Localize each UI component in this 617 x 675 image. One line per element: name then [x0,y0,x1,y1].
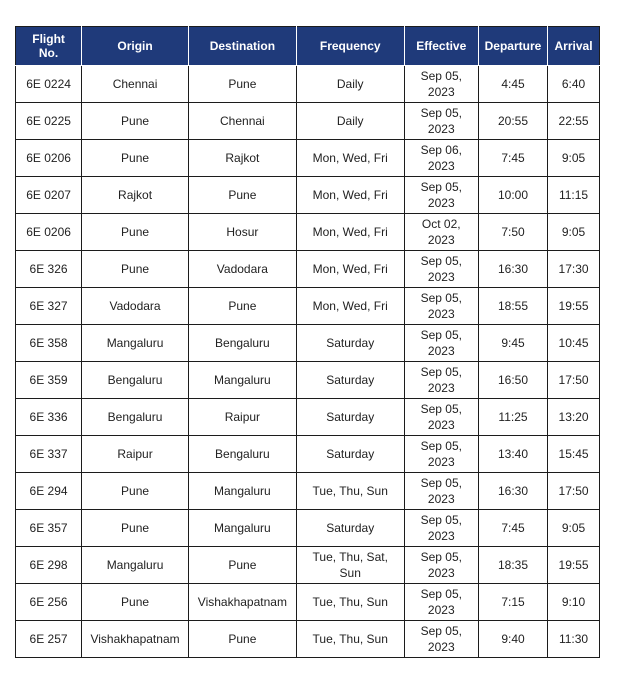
cell-line: 2023 [427,566,455,580]
header-arrival [548,27,600,66]
arrival-time-cell: 9:05 [548,140,600,177]
table-row [16,547,600,584]
departure-time-cell: 16:30 [478,473,547,510]
cell-line: Tue, Thu, Sun [312,632,388,646]
departure-time-cell: 13:40 [478,436,547,473]
effective-date-cell [404,251,478,288]
table-row [16,66,600,103]
cell-line: Sep 05, [420,439,462,453]
flight-number-cell: 6E 0225 [16,103,82,140]
arrival-time-cell: 22:55 [548,103,600,140]
frequency-cell [296,66,404,103]
cell-line: Mon, Wed, Fri [312,188,388,202]
frequency-cell [296,103,404,140]
cell-line: Mon, Wed, Fri [312,299,388,313]
flight-number-cell: 6E 298 [16,547,82,584]
arrival-time-cell: 6:40 [548,66,600,103]
departure-time-cell: 7:15 [478,584,547,621]
table-row [16,399,600,436]
table-row [16,621,600,658]
departure-time-cell: 4:45 [478,66,547,103]
flight-number-cell: 6E 0206 [16,140,82,177]
arrival-time-cell: 11:30 [548,621,600,658]
cell-line: Sep 05, [420,291,462,305]
table-body [16,66,600,658]
frequency-cell [296,140,404,177]
departure-time-cell: 16:50 [478,362,547,399]
flight-schedule-table [15,26,600,658]
effective-date-cell [404,325,478,362]
header-label: Effective [416,39,467,53]
destination-cell: Raipur [188,399,296,436]
origin-cell: Pune [82,140,189,177]
table-row [16,362,600,399]
frequency-cell [296,473,404,510]
cell-line: Sep 05, [420,624,462,638]
flight-number-cell: 6E 294 [16,473,82,510]
origin-cell: Pune [82,103,189,140]
header-label: Departure [484,39,542,53]
cell-line: Sep 05, [420,254,462,268]
arrival-time-cell: 17:50 [548,473,600,510]
header-label: Destination [209,39,276,53]
flight-number-cell: 6E 0206 [16,214,82,251]
cell-line: Tue, Thu, Sat, [312,550,388,564]
flight-number-cell: 6E 326 [16,251,82,288]
cell-line: Sep 05, [420,106,462,120]
header-departure [478,27,547,66]
frequency-cell [296,288,404,325]
cell-line: 2023 [427,529,455,543]
origin-cell: Mangaluru [82,325,189,362]
cell-line: Sep 05, [420,587,462,601]
table-row [16,103,600,140]
arrival-time-cell: 11:15 [548,177,600,214]
table-row [16,325,600,362]
cell-line: Sep 05, [420,69,462,83]
cell-line: Sep 06, [420,143,462,157]
origin-cell: Rajkot [82,177,189,214]
origin-cell: Vishakhapatnam [82,621,189,658]
cell-line: Mon, Wed, Fri [312,225,388,239]
header-label: No. [38,46,59,60]
cell-line: Saturday [326,336,375,350]
cell-line: 2023 [427,233,455,247]
frequency-cell [296,547,404,584]
destination-cell: Vadodara [188,251,296,288]
arrival-time-cell: 17:30 [548,251,600,288]
cell-line: Mon, Wed, Fri [312,151,388,165]
table-row [16,510,600,547]
frequency-cell [296,584,404,621]
departure-time-cell: 7:45 [478,510,547,547]
effective-date-cell [404,177,478,214]
origin-cell: Pune [82,251,189,288]
flight-number-cell: 6E 359 [16,362,82,399]
table-row [16,177,600,214]
cell-line: Sep 05, [420,180,462,194]
frequency-cell [296,325,404,362]
cell-line: Tue, Thu, Sun [312,484,388,498]
effective-date-cell [404,103,478,140]
destination-cell: Bengaluru [188,436,296,473]
cell-line: Sep 05, [420,476,462,490]
departure-time-cell: 7:50 [478,214,547,251]
flight-number-cell: 6E 327 [16,288,82,325]
cell-line: Tue, Thu, Sun [312,595,388,609]
cell-line: 2023 [427,381,455,395]
destination-cell: Pune [188,177,296,214]
effective-date-cell [404,621,478,658]
cell-line: 2023 [427,492,455,506]
cell-line: Sep 05, [420,365,462,379]
cell-line: Saturday [326,373,375,387]
cell-line: 2023 [427,122,455,136]
effective-date-cell [404,473,478,510]
cell-line: 2023 [427,307,455,321]
header-label: Arrival [554,39,593,53]
flight-number-cell: 6E 337 [16,436,82,473]
cell-line: 2023 [427,418,455,432]
flight-number-cell: 6E 0207 [16,177,82,214]
table-row [16,473,600,510]
frequency-cell [296,251,404,288]
cell-line: 2023 [427,344,455,358]
cell-line: Saturday [326,521,375,535]
table-row [16,214,600,251]
departure-time-cell: 9:40 [478,621,547,658]
destination-cell: Chennai [188,103,296,140]
table-row [16,584,600,621]
departure-time-cell: 9:45 [478,325,547,362]
arrival-time-cell: 19:55 [548,547,600,584]
cell-line: Saturday [326,447,375,461]
flight-number-cell: 6E 257 [16,621,82,658]
effective-date-cell [404,66,478,103]
flight-number-cell: 6E 0224 [16,66,82,103]
flight-number-cell: 6E 256 [16,584,82,621]
origin-cell: Mangaluru [82,547,189,584]
departure-time-cell: 7:45 [478,140,547,177]
effective-date-cell [404,436,478,473]
origin-cell: Pune [82,214,189,251]
header-flight-no [16,27,82,66]
destination-cell: Vishakhapatnam [188,584,296,621]
frequency-cell [296,436,404,473]
flight-number-cell: 6E 336 [16,399,82,436]
table-header [16,27,600,66]
header-label: Frequency [319,39,381,53]
table-row [16,436,600,473]
destination-cell: Pune [188,66,296,103]
effective-date-cell [404,362,478,399]
origin-cell: Pune [82,510,189,547]
departure-time-cell: 16:30 [478,251,547,288]
arrival-time-cell: 19:55 [548,288,600,325]
arrival-time-cell: 9:05 [548,510,600,547]
cell-line: 2023 [427,159,455,173]
cell-line: 2023 [427,196,455,210]
effective-date-cell [404,288,478,325]
frequency-cell [296,362,404,399]
origin-cell: Chennai [82,66,189,103]
cell-line: 2023 [427,270,455,284]
effective-date-cell [404,547,478,584]
cell-line: Oct 02, [421,217,461,231]
arrival-time-cell: 17:50 [548,362,600,399]
arrival-time-cell: 10:45 [548,325,600,362]
destination-cell: Mangaluru [188,510,296,547]
flight-number-cell: 6E 357 [16,510,82,547]
cell-line: 2023 [427,85,455,99]
destination-cell: Mangaluru [188,362,296,399]
effective-date-cell [404,510,478,547]
cell-line: Mon, Wed, Fri [312,262,388,276]
origin-cell: Pune [82,473,189,510]
destination-cell: Bengaluru [188,325,296,362]
departure-time-cell: 18:55 [478,288,547,325]
origin-cell: Vadodara [82,288,189,325]
header-origin [82,27,189,66]
arrival-time-cell: 9:05 [548,214,600,251]
cell-line: Daily [336,114,364,128]
header-label: Origin [117,39,153,53]
destination-cell: Pune [188,288,296,325]
cell-line: Daily [336,77,364,91]
frequency-cell [296,621,404,658]
origin-cell: Bengaluru [82,362,189,399]
header-label: Flight [32,32,65,46]
cell-line: 2023 [427,603,455,617]
origin-cell: Raipur [82,436,189,473]
header-frequency [296,27,404,66]
arrival-time-cell: 13:20 [548,399,600,436]
table-row [16,288,600,325]
cell-line: 2023 [427,640,455,654]
cell-line: Saturday [326,410,375,424]
origin-cell: Pune [82,584,189,621]
frequency-cell [296,214,404,251]
destination-cell: Pune [188,621,296,658]
arrival-time-cell: 9:10 [548,584,600,621]
destination-cell: Mangaluru [188,473,296,510]
table-row [16,140,600,177]
effective-date-cell [404,584,478,621]
header-destination [188,27,296,66]
header-effective [404,27,478,66]
flight-number-cell: 6E 358 [16,325,82,362]
departure-time-cell: 18:35 [478,547,547,584]
origin-cell: Bengaluru [82,399,189,436]
cell-line: Sep 05, [420,550,462,564]
departure-time-cell: 11:25 [478,399,547,436]
table-row [16,251,600,288]
frequency-cell [296,177,404,214]
destination-cell: Hosur [188,214,296,251]
effective-date-cell [404,214,478,251]
cell-line: Sun [339,566,361,580]
cell-line: Sep 05, [420,513,462,527]
cell-line: 2023 [427,455,455,469]
departure-time-cell: 10:00 [478,177,547,214]
effective-date-cell [404,140,478,177]
destination-cell: Rajkot [188,140,296,177]
destination-cell: Pune [188,547,296,584]
frequency-cell [296,510,404,547]
effective-date-cell [404,399,478,436]
arrival-time-cell: 15:45 [548,436,600,473]
departure-time-cell: 20:55 [478,103,547,140]
header-row [16,27,600,66]
cell-line: Sep 05, [420,328,462,342]
cell-line: Sep 05, [420,402,462,416]
frequency-cell [296,399,404,436]
